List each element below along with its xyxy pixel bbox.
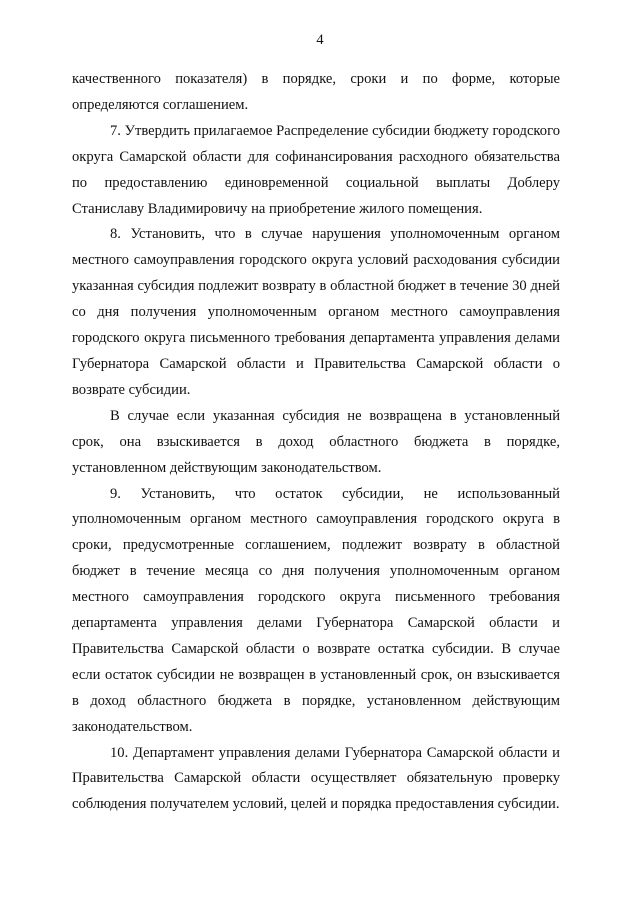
paragraph-continuation: качественного показателя) в порядке, сроки и по форме, которые определяются соглашением. [72, 71, 560, 113]
paragraph-item-7: 7. Утвердить прилагаемое Распределение субсидии бюджету городского округа Самарской области для софинансирования расходного обязательства по предоставлению единовременной социальной выплаты Доблеру Станиславу Владимировичу на приобретение жилого помещения. [72, 122, 560, 217]
paragraph-item-8: 8. Установить, что в случае нарушения уполномоченным органом местного самоуправления городского округа условий расходования субсидии указанная субсидия подлежит возврату в областной бюджет в течение 30 дней со дня получения уполномоченным органом местного самоуправления городского округа письменного требования департамента управления делами Губернатора Самарской области и Правительства Самарской области о возврате субсидии. [72, 226, 560, 398]
document-body [72, 67, 560, 818]
paragraph-item-9: 9. Установить, что остаток субсидии, не использованный уполномоченным органом местного самоуправления городского округа в сроки, предусмотренные соглашением, подлежит возврату в областной бюджет в течение месяца со дня получения уполномоченным органом местного самоуправления городского округа письменного требования департамента управления делами Губернатора Самарской области и Правительства Самарской области о возврате остатка субсидии. В случае если остаток субсидии не возвращен в установленный срок, он взыскивается в доход областного бюджета в порядке, установленном действующим законодательством. [72, 485, 560, 735]
page-number: 4 [316, 32, 324, 48]
paragraph-item-8-refund: В случае если указанная субсидия не возвращена в установленный срок, она взыскивается в доход областного бюджета в порядке, установленном действующим законодательством. [72, 407, 560, 476]
paragraph-item-10: 10. Департамент управления делами Губернатора Самарской области и Правительства Самарской области осуществляет обязательную проверку соблюдения получателем условий, целей и порядка предоставления субсидии. [72, 744, 560, 813]
